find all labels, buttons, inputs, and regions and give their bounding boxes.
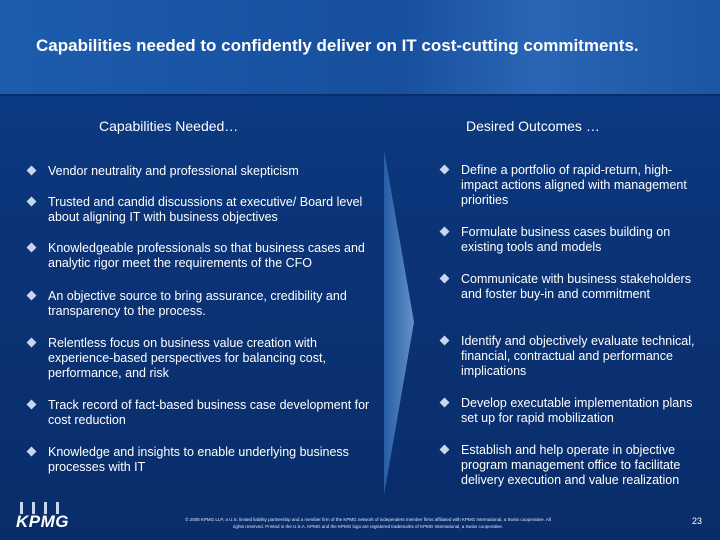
outcomes-heading: Desired Outcomes … <box>466 118 600 134</box>
diamond-bullet-icon <box>440 398 450 408</box>
capability-text: Vendor neutrality and professional skepticism <box>48 164 299 178</box>
outcome-text: Identify and objectively evaluate technical, financial, contractual and performance implications <box>461 334 695 378</box>
diamond-bullet-icon <box>27 338 37 348</box>
list-item <box>48 195 378 225</box>
capability-text: Track record of fact-based business case development for cost reduction <box>48 398 370 427</box>
capability-text: Knowledgeable professionals so that business cases and analytic rigor meet the requirements of the CFO <box>48 241 365 270</box>
list-item <box>461 334 706 379</box>
list-item <box>48 289 378 319</box>
outcome-text: Communicate with business stakeholders and foster buy-in and commitment <box>461 272 691 301</box>
capabilities-heading: Capabilities Needed… <box>99 118 239 134</box>
outcome-text: Define a portfolio of rapid-return, high-impact actions aligned with management priorities <box>461 163 687 207</box>
footer <box>0 500 720 540</box>
slide-title: Capabilities needed to confidently deliver on IT cost-cutting commitments. <box>36 36 639 55</box>
legal-notice <box>108 516 628 530</box>
chevron-divider <box>384 150 414 495</box>
diamond-bullet-icon <box>440 227 450 237</box>
outcome-text: Establish and help operate in objective program management office to facilitate delivery execution and value realization <box>461 443 681 487</box>
outcome-text: Formulate business cases building on existing tools and models <box>461 225 671 254</box>
list-item <box>461 396 706 426</box>
kpmg-logo: KPMG <box>16 512 69 531</box>
diamond-bullet-icon <box>27 447 37 457</box>
list-item <box>461 443 706 488</box>
list-item <box>461 272 706 302</box>
legal-line: rights reserved. Printed in the U.S.A. KPMG and the KPMG logo are registered trademarks of KPMG International, a Swiss cooperative. <box>232 524 504 529</box>
diamond-bullet-icon <box>440 165 450 175</box>
list-item <box>48 164 299 179</box>
diamond-bullet-icon <box>27 291 37 301</box>
diamond-bullet-icon <box>440 445 450 455</box>
diamond-bullet-icon <box>440 274 450 284</box>
diamond-bullet-icon <box>440 336 450 346</box>
list-item <box>48 445 378 475</box>
capability-text: Trusted and candid discussions at executive/ Board level about aligning IT with business objectives <box>48 195 363 224</box>
diamond-bullet-icon <box>27 243 37 253</box>
list-item <box>461 225 706 255</box>
diamond-bullet-icon <box>27 400 37 410</box>
list-item <box>48 336 378 381</box>
outcome-text: Develop executable implementation plans set up for rapid mobilization <box>461 396 693 425</box>
list-item <box>461 163 706 208</box>
list-item <box>48 398 378 428</box>
list-item <box>48 241 378 271</box>
capability-text: An objective source to bring assurance, credibility and transparency to the process. <box>48 289 347 318</box>
diamond-bullet-icon <box>27 166 37 176</box>
capability-text: Knowledge and insights to enable underlying business processes with IT <box>48 445 349 474</box>
legal-line: © 2008 KPMG LLP, a U.S. limited liability partnership and a member firm of the KPMG network of independent member firms affiliated with KPMG International, a Swiss cooperative. All <box>185 517 551 522</box>
capability-text: Relentless focus on business value creation with experience-based perspectives for balancing cost, performance, and risk <box>48 336 326 380</box>
diamond-bullet-icon <box>27 197 37 207</box>
page-number: 23 <box>692 516 703 526</box>
